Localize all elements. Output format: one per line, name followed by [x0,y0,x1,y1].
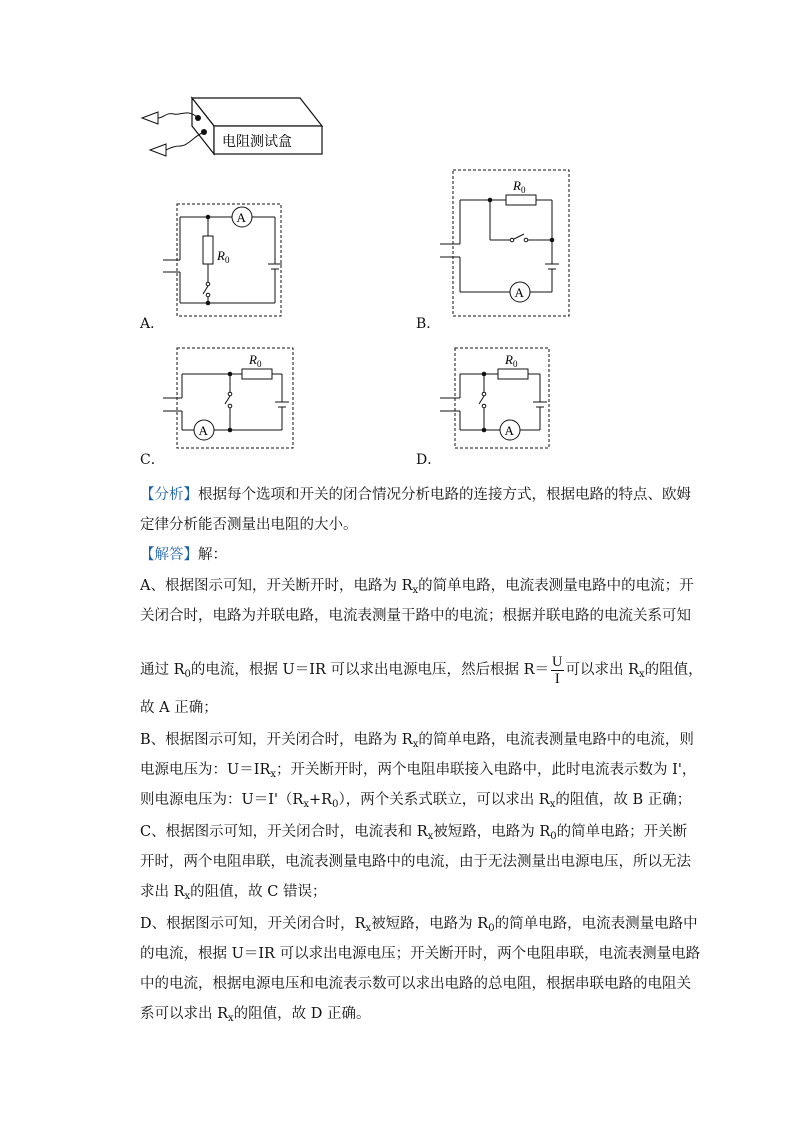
svg-text:A: A [504,423,514,438]
option-a-line-3: 通过 $R_0$的电流，根据 U＝IR 可以求出电源电压，然后根据 R＝ $\frac{U}{I}$ 可以求出 $R_x$的阻值， [140,653,703,687]
option-a-line-2: 关闭合时，电路为并联电路，电流表测量干路中的电流；根据并联电路的电流关系可知 [140,608,691,624]
option-a-label: A． [140,316,165,332]
analysis-tag: 【分析】 [140,487,198,503]
analysis-line-1: 【分析】根据每个选项和开关的闭合情况分析电路的连接方式，根据电路的特点、欧姆 [140,487,691,503]
option-c-line-1: C、根据图示可知，开关闭合时，电流表和 $R_x$被短路，电路为 $R_0$的简单电路；开关断 [140,824,688,842]
option-c-label: C． [140,452,165,468]
svg-text:A: A [514,285,524,300]
option-b-line-3: 则电源电压为：$U=I'(R_x+R_0)$，两个关系式联立，可以求出 $R_x$的阻值，故 B 正确； [140,792,692,810]
svg-text:R0: $R_0$ [249,352,262,369]
answer-tag: 【解答】 [140,547,198,563]
option-c-line-3: 求出 $R_x$的阻值，故 C 错误； [140,884,327,902]
option-d-line-1: D、根据图示可知，开关闭合时，$R_x$被短路，电路为 $R_0$的简单电路，电流表测量电路中 [140,916,698,934]
resistance-test-box-figure [140,92,330,162]
option-a-line-4: 故 A 正确； [140,700,218,716]
option-d-line-2: 的电流，根据 U＝IR 可以求出电源电压；开关断开时，两个电阻串联，电流表测量电路 [140,946,701,962]
svg-text:R0 [216,248,230,265]
circuit-a [160,198,290,320]
ammeter-label: A [236,210,246,225]
option-d-label: D． [416,452,442,468]
option-b-line-1: B、根据图示可知，开关闭合时，电路为 $R_x$的简单电路，电流表测量电路中的电流，则 [140,732,694,750]
circuit-b [440,168,572,320]
option-a-line-1: A、根据图示可知，开关断开时，电路为 $R_x$的简单电路，电流表测量电路中的电流；开 [140,578,694,596]
fraction-u-over-i: $\frac{U}{I}$ [552,653,563,687]
option-c-line-2: 开时，两个电阻串联，电流表测量电路中的电流，由于无法测量出电源电压，所以无法 [140,854,691,870]
svg-text:A: A [198,423,208,438]
box-label: 电阻测试盒 [222,135,292,150]
analysis-line-2: 定律分析能否测量出电阻的大小。 [140,517,358,533]
option-d-line-3: 中的电流，根据电源电压和电流表示数可以求出电路的总电阻，根据串联电路的电阻关 [140,976,691,992]
option-b-label: B． [416,316,441,332]
r0-label: R [217,248,225,263]
r0-subscript: 0 [224,255,230,265]
option-b-line-2: 电源电压为：$U=IR_x$；开关断开时，两个电阻串联接入电路中，此时电流表示数为 I'， [140,762,697,780]
svg-text:R0: $R_0$ [505,352,518,369]
answer-heading: 【解答】解： [140,547,227,563]
option-d-line-4: 系可以求出 $R_x$的阻值，故 D 正确。 [140,1006,371,1024]
circuit-d [440,344,552,452]
svg-text:R0: $R_0$ [513,178,526,195]
circuit-c [160,344,296,452]
